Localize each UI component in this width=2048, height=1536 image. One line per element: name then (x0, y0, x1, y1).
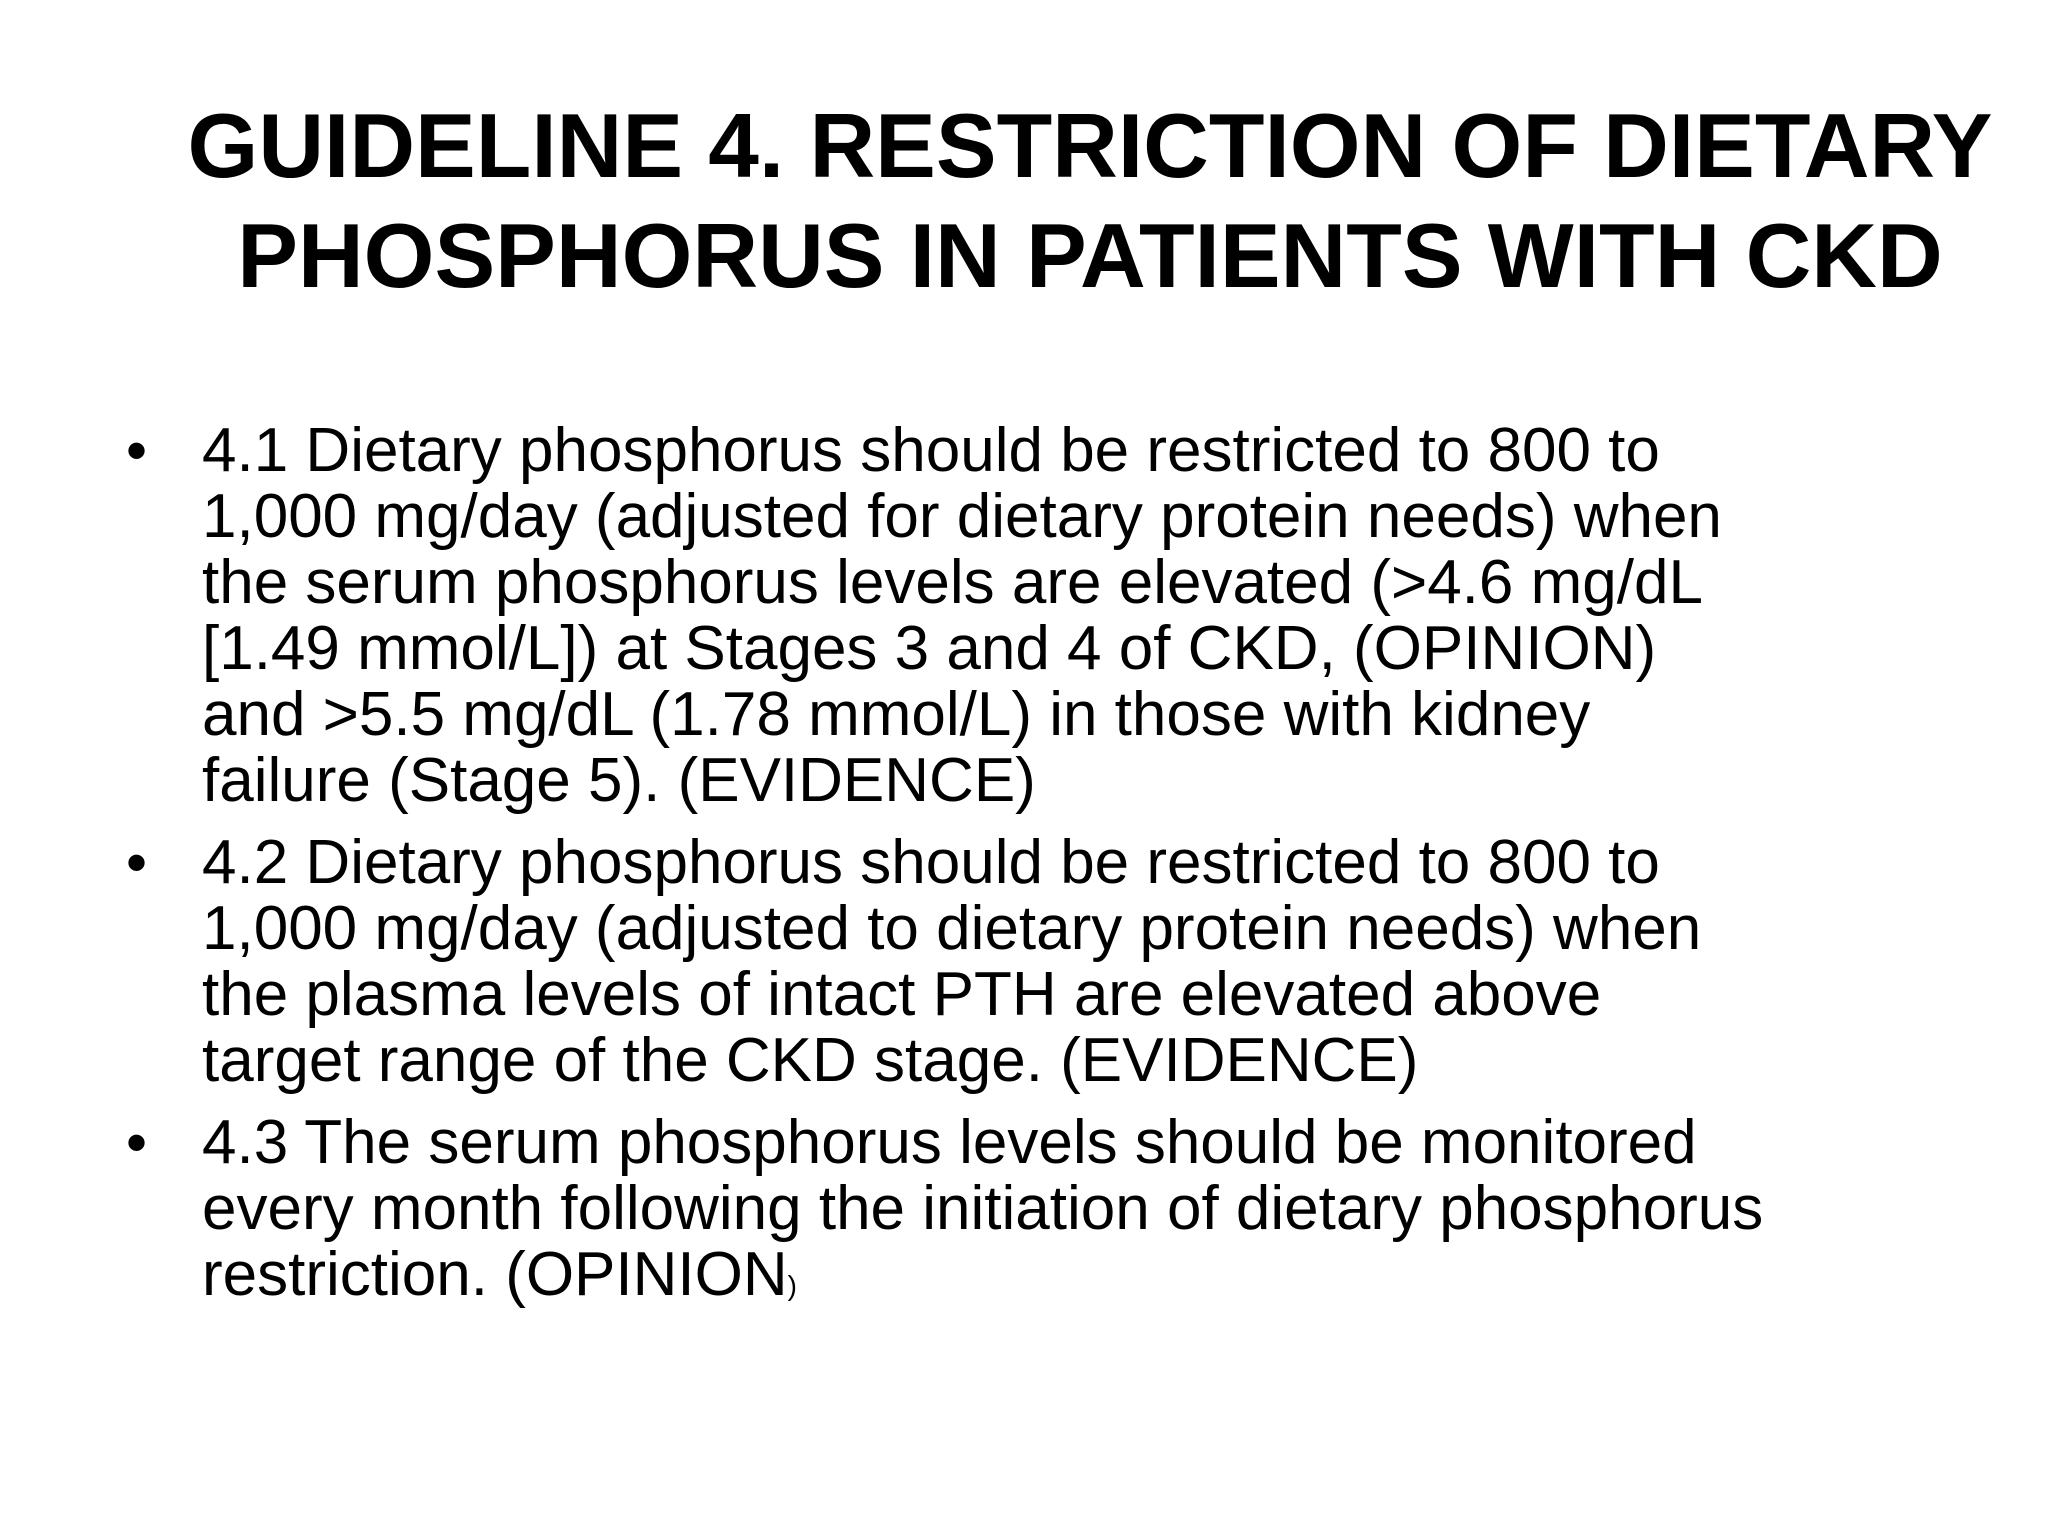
text-line: failure (Stage 5). (EVIDENCE) (202, 746, 1036, 815)
text-line: [1.49 mmol/L]) at Stages 3 and 4 of CKD, (OPINION) (202, 614, 1657, 683)
bullet-item-4-2 (122, 830, 2002, 1094)
bullet-dot-icon: • (126, 1109, 148, 1176)
text-line: 4.2 Dietary phosphorus should be restricted to 800 to (202, 828, 1660, 897)
title-line-1: GUIDELINE 4. RESTRICTION OF DIETARY (187, 96, 1993, 197)
text-segment: restriction. (OPINION (202, 1240, 788, 1309)
text-line: and >5.5 mg/dL (1.78 mmol/L) in those with kidney (202, 680, 1591, 749)
text-line: every month following the initiation of dietary phosphorus (202, 1174, 1764, 1243)
text-line: the serum phosphorus levels are elevated (>4.6 mg/dL (202, 548, 1703, 617)
bullet-text (202, 1110, 2002, 1319)
slide-title (150, 92, 2030, 312)
text-line-last (202, 1242, 2002, 1319)
bullet-text (202, 418, 2002, 814)
text-line: 4.3 The serum phosphorus levels should be monitored (202, 1108, 1697, 1177)
text-line: target range of the CKD stage. (EVIDENCE) (202, 1026, 1419, 1095)
bullet-text (202, 830, 2002, 1094)
title-line-2: PHOSPHORUS IN PATIENTS WITH CKD (237, 206, 1943, 307)
text-line: 1,000 mg/day (adjusted for dietary protein needs) when (202, 482, 1722, 551)
text-line: 1,000 mg/day (adjusted to dietary protein needs) when (202, 894, 1702, 963)
bullet-item-4-1 (122, 418, 2002, 814)
bullet-dot-icon: • (126, 417, 148, 484)
bullet-dot-icon: • (126, 829, 148, 896)
bullet-item-4-3 (122, 1110, 2002, 1319)
small-closing-paren: ) (787, 1270, 797, 1301)
text-line: 4.1 Dietary phosphorus should be restricted to 800 to (202, 416, 1660, 485)
text-line: the plasma levels of intact PTH are elevated above (202, 960, 1602, 1029)
bullet-list (122, 418, 2002, 1335)
